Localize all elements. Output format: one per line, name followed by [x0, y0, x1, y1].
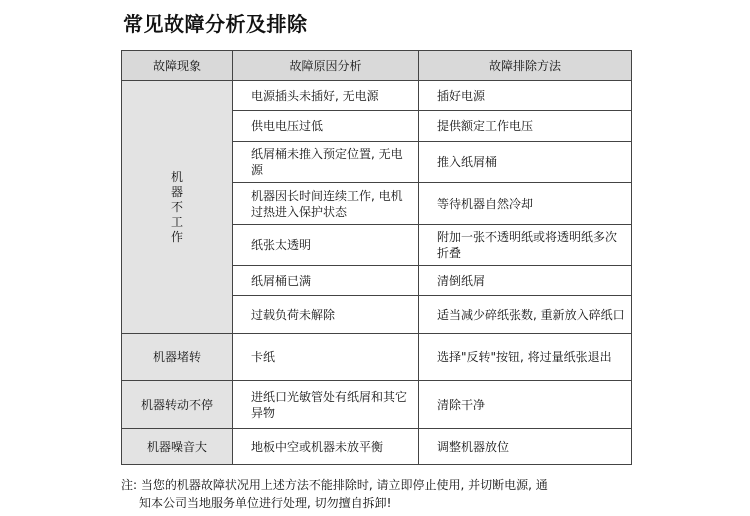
symptom-cell: 机器转动不停 [122, 381, 233, 429]
cause-cell: 机器因长时间连续工作, 电机过热进入保护状态 [233, 183, 419, 225]
symptom-cell: 机器噪音大 [122, 429, 233, 465]
solution-cell: 插好电源 [419, 81, 632, 111]
header-solution: 故障排除方法 [419, 51, 632, 81]
solution-cell: 清除干净 [419, 381, 632, 429]
cause-cell: 卡纸 [233, 334, 419, 381]
cause-cell: 供电电压过低 [233, 111, 419, 142]
solution-cell: 推入纸屑桶 [419, 142, 632, 183]
header-cause: 故障原因分析 [233, 51, 419, 81]
footnote-line-1: 注: 当您的机器故障状况用上述方法不能排除时, 请立即停止使用, 并切断电源, 通 [121, 478, 548, 492]
table-row [122, 81, 632, 111]
footnote [121, 476, 621, 512]
table-header-row [122, 51, 632, 81]
cause-cell: 纸屑桶未推入预定位置, 无电源 [233, 142, 419, 183]
cause-cell: 过载负荷未解除 [233, 296, 419, 334]
troubleshooting-table [121, 50, 632, 465]
solution-cell: 调整机器放位 [419, 429, 632, 465]
solution-cell: 等待机器自然冷却 [419, 183, 632, 225]
solution-cell: 提供额定工作电压 [419, 111, 632, 142]
table-row [122, 429, 632, 465]
solution-cell: 清倒纸屑 [419, 266, 632, 296]
table-row [122, 381, 632, 429]
footnote-line-2: 知本公司当地服务单位进行处理, 切勿擅自拆卸! [139, 496, 392, 510]
page-title: 常见故障分析及排除 [123, 12, 308, 36]
cause-cell: 纸张太透明 [233, 225, 419, 266]
solution-cell: 适当减少碎纸张数, 重新放入碎纸口 [419, 296, 632, 334]
cause-cell: 地板中空或机器未放平衡 [233, 429, 419, 465]
symptom-cell [122, 81, 233, 334]
header-symptom: 故障现象 [122, 51, 233, 81]
solution-cell: 附加一张不透明纸或将透明纸多次折叠 [419, 225, 632, 266]
table-row [122, 334, 632, 381]
solution-cell: 选择"反转"按钮, 将过量纸张退出 [419, 334, 632, 381]
cause-cell: 纸屑桶已满 [233, 266, 419, 296]
cause-cell: 进纸口光敏管处有纸屑和其它异物 [233, 381, 419, 429]
cause-cell: 电源插头未插好, 无电源 [233, 81, 419, 111]
symptom-cell: 机器堵转 [122, 334, 233, 381]
symptom-label: 机器不工作 [170, 169, 183, 244]
